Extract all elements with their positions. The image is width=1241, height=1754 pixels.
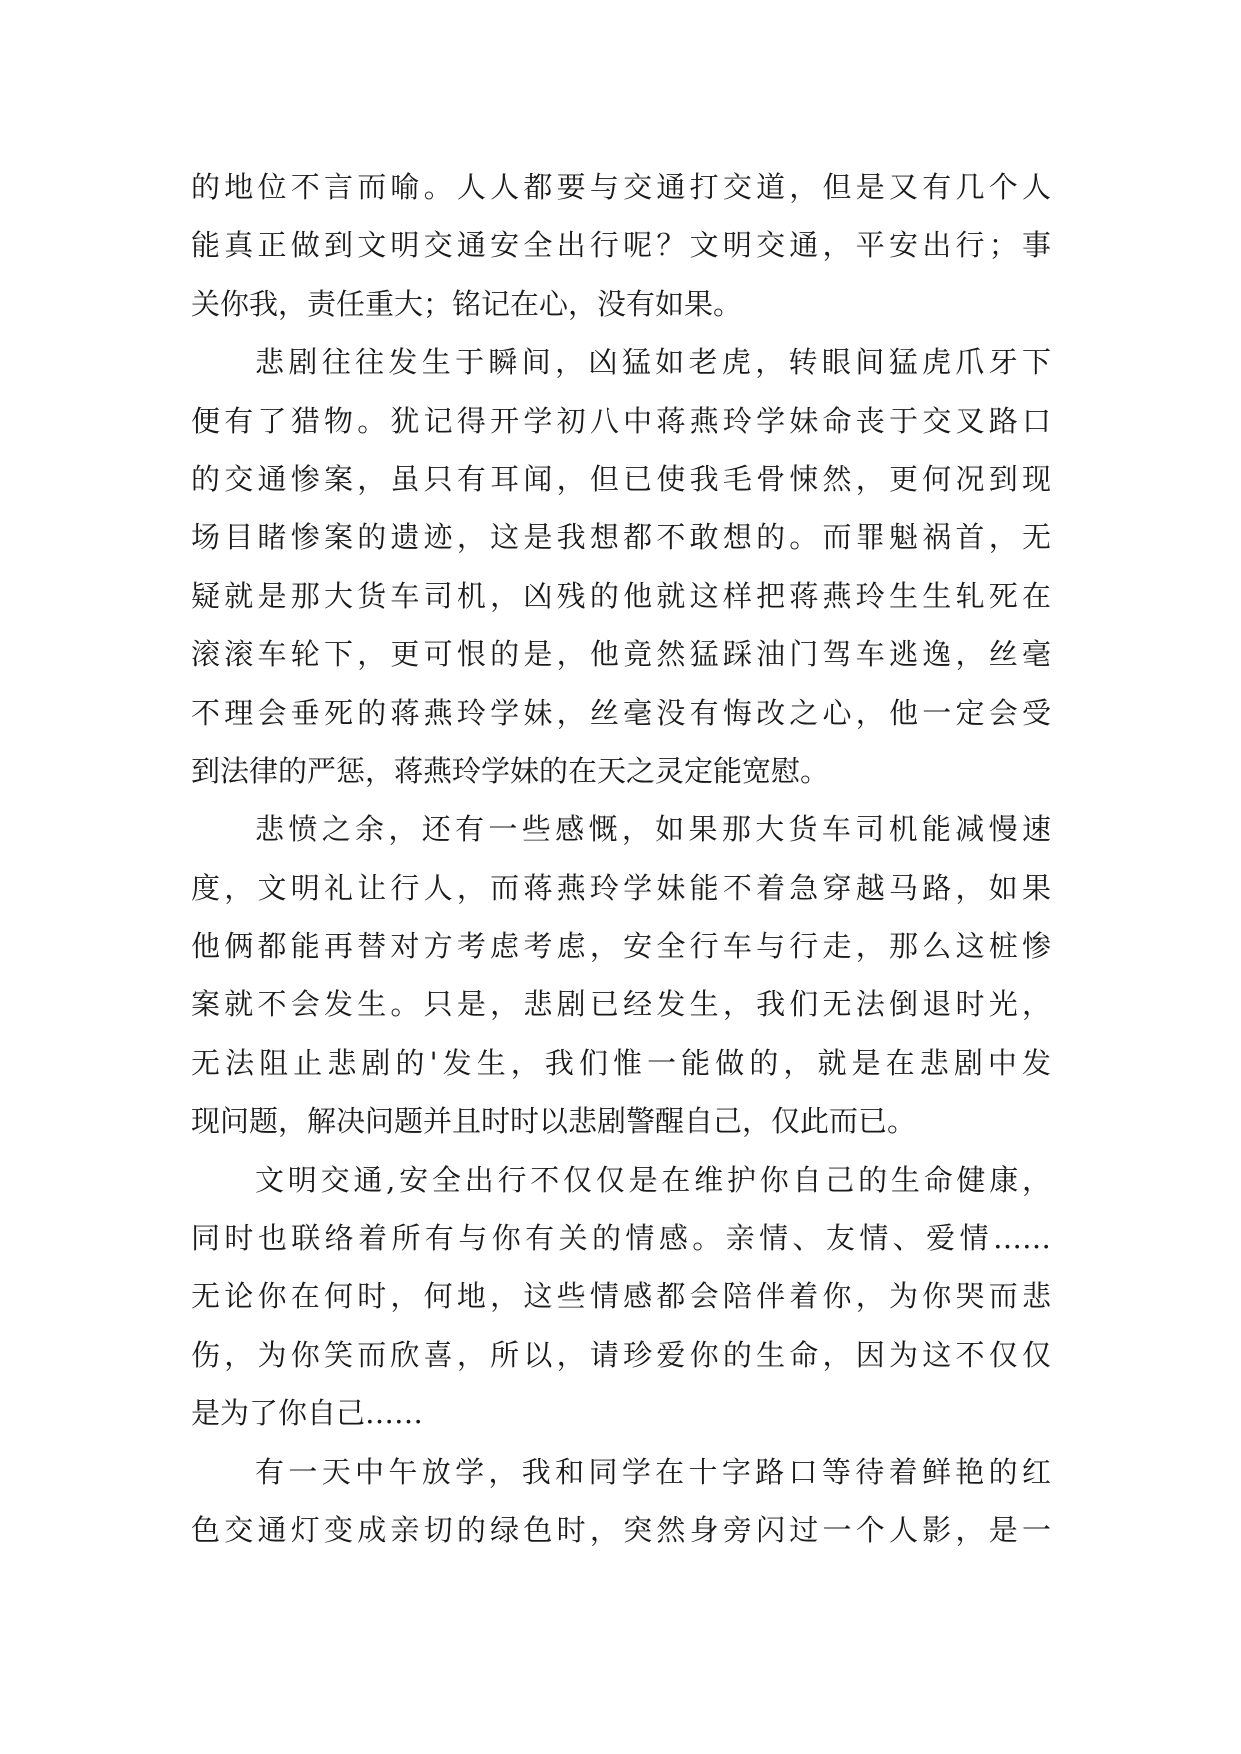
text-line: 伤，为你笑而欣喜，所以，请珍爱你的生命，因为这不仅仅 <box>191 1337 1051 1372</box>
text-line: 的交通惨案，虽只有耳闻，但已使我毛骨悚然，更何况到现 <box>191 461 1051 496</box>
paragraph <box>191 333 1051 800</box>
text-line: 案就不会发生。只是，悲剧已经发生，我们无法倒退时光， <box>191 987 1051 1022</box>
text-line: 无论你在何时，何地，这些情感都会陪伴着你，为你哭而悲 <box>191 1279 1051 1314</box>
text-line: 悲剧往往发生于瞬间，凶猛如老虎，转眼间猛虎爪牙下 <box>255 345 1051 380</box>
text-line: 现问题，解决问题并且时时以悲剧警醒自己，仅此而已。 <box>191 1104 917 1139</box>
paragraph <box>191 158 1051 333</box>
text-line: 文明交通,安全出行不仅仅是在维护你自己的生命健康， <box>255 1162 1051 1197</box>
text-line: 的地位不言而喻。人人都要与交通打交道，但是又有几个人 <box>191 170 1051 204</box>
text-line: 悲愤之余，还有一些感慨，如果那大货车司机能减慢速 <box>255 812 1051 847</box>
paragraph <box>191 800 1051 1150</box>
text-line: 疑就是那大货车司机，凶残的他就这样把蒋燕玲生生轧死在 <box>191 578 1051 613</box>
text-line: 同时也联络着所有与你有关的情感。亲情、友情、爱情…… <box>191 1221 1051 1256</box>
text-line: 到法律的严惩，蒋燕玲学妹的在天之灵定能宽慰。 <box>191 753 830 788</box>
paragraph <box>191 1443 1051 1560</box>
text-line: 度，文明礼让行人，而蒋燕玲学妹能不着急穿越马路，如果 <box>191 870 1051 905</box>
text-line: 不理会垂死的蒋燕玲学妹，丝毫没有悔改之心，他一定会受 <box>191 695 1051 730</box>
text-line: 有一天中午放学，我和同学在十字路口等待着鲜艳的红 <box>255 1454 1051 1489</box>
document-body <box>191 158 1051 1559</box>
text-line: 无法阻止悲剧的'发生，我们惟一能做的，就是在悲剧中发 <box>191 1045 1051 1080</box>
text-line: 能真正做到文明交通安全出行呢？文明交通，平安出行；事 <box>191 228 1051 263</box>
text-line: 他俩都能再替对方考虑考虑，安全行车与行走，那么这桩惨 <box>191 929 1051 964</box>
text-line: 是为了你自己…… <box>191 1396 424 1431</box>
text-line: 滚滚车轮下，更可恨的是，他竟然猛踩油门驾车逃逸，丝毫 <box>191 637 1051 672</box>
paragraph <box>191 1151 1051 1443</box>
text-line: 便有了猎物。犹记得开学初八中蒋燕玲学妹命丧于交叉路口 <box>191 403 1051 438</box>
text-line: 关你我，责任重大；铭记在心，没有如果。 <box>191 286 743 321</box>
text-line: 色交通灯变成亲切的绿色时，突然身旁闪过一个人影，是一 <box>191 1512 1051 1547</box>
text-line: 场目睹惨案的遗迹，这是我想都不敢想的。而罪魁祸首，无 <box>191 520 1051 555</box>
